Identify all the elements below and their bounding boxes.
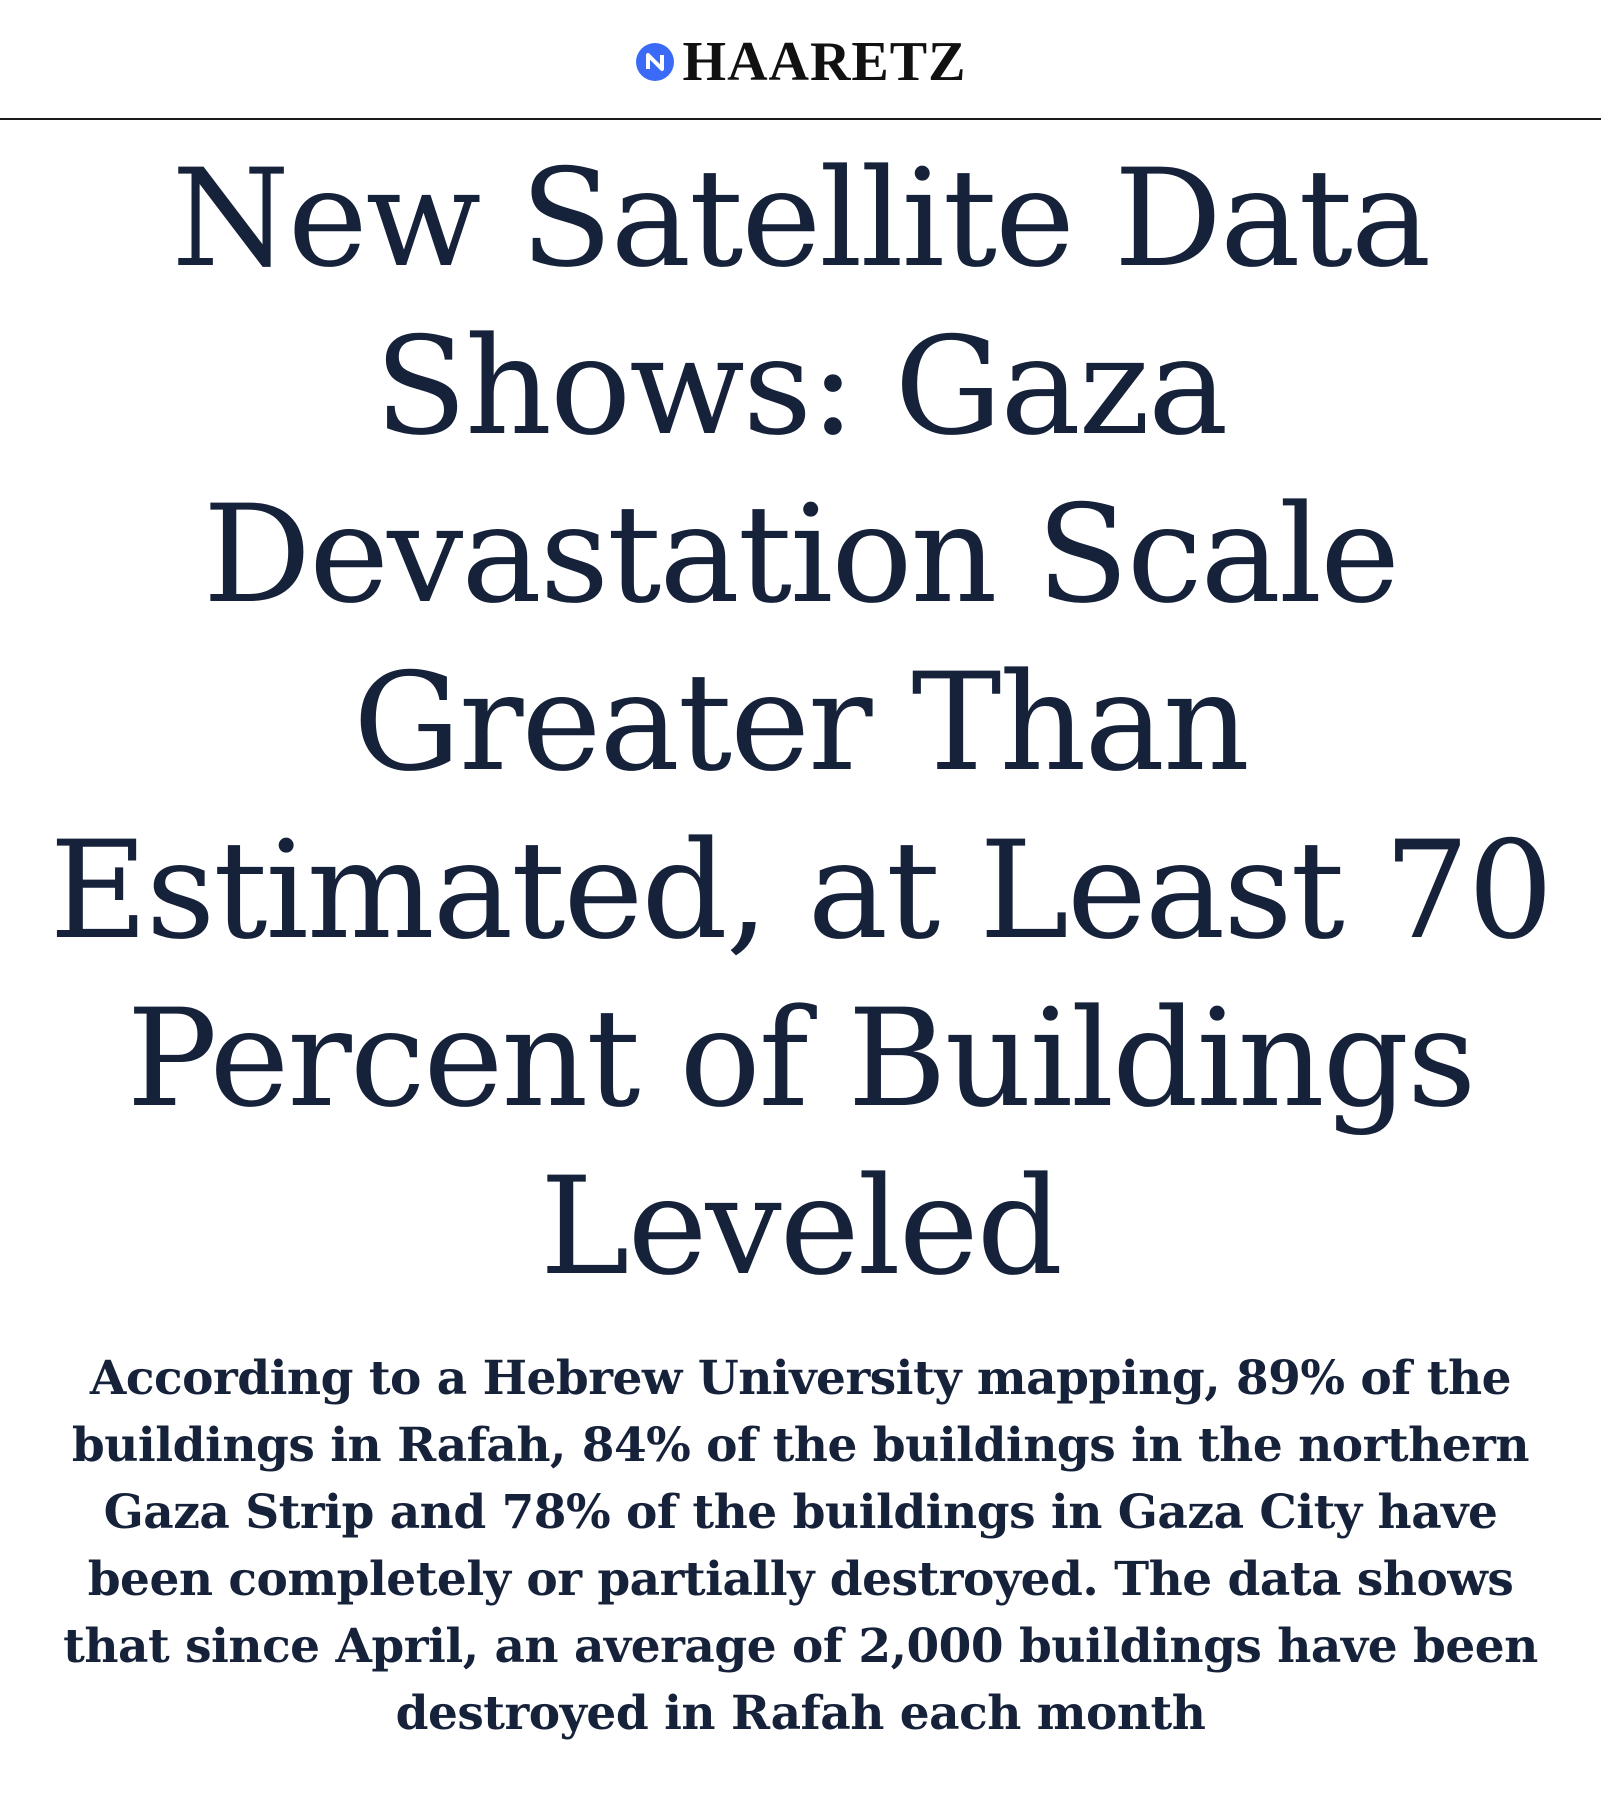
article-headline: New Satellite Data Shows: Gaza Devastation Scale Greater Than Estimated, at Least 70 Percent of Buildings Leveled <box>49 140 1552 1305</box>
brand-name: HAARETZ <box>682 31 967 93</box>
masthead <box>0 0 1601 120</box>
haaretz-logo-icon <box>635 42 675 82</box>
article-standfirst: According to a Hebrew University mapping, 89% of the buildings in Rafah, 84% of the buildings in the northern Gaza Strip and 78% of the buildings in Gaza City have been completely or partially destroyed. The data shows that since April, an average of 2,000 buildings have been destroyed in Rafah each month <box>63 1351 1538 1741</box>
haaretz-logo-link[interactable] <box>635 31 967 93</box>
